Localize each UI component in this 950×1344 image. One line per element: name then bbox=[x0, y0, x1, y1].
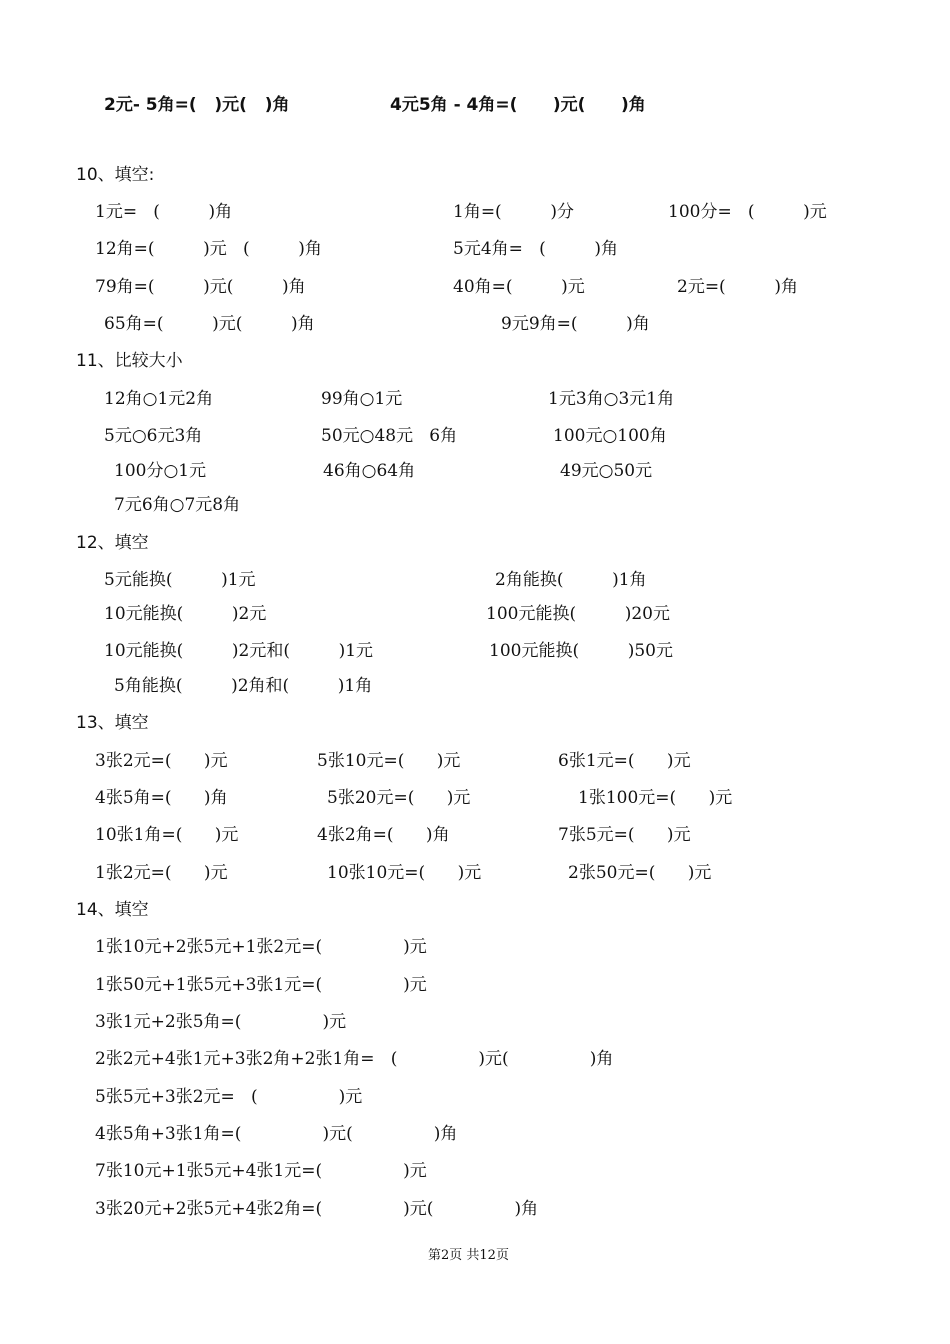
s14-line: 4张5角+3张1角=( )元( )角 bbox=[95, 1124, 458, 1144]
s13-item: 10张1角=( )元 bbox=[95, 825, 239, 845]
s13-item: 6张1元=( )元 bbox=[558, 751, 691, 771]
section-13-heading: 13、填空 bbox=[76, 713, 149, 733]
s11-item: 99角○1元 bbox=[321, 389, 403, 409]
top-question-1: 2元- 5角=( )元( )角 bbox=[104, 95, 290, 115]
s13-item: 2张50元=( )元 bbox=[568, 863, 712, 883]
s13-item: 5张20元=( )元 bbox=[327, 788, 471, 808]
s10-item: 5元4角= ( )角 bbox=[453, 239, 618, 259]
s13-item: 4张2角=( )角 bbox=[317, 825, 450, 845]
section-10-heading: 10、填空: bbox=[76, 165, 155, 185]
section-14-heading: 14、填空 bbox=[76, 900, 149, 920]
top-question-2: 4元5角 - 4角=( )元( )角 bbox=[390, 95, 646, 115]
s10-item: 1元= ( )角 bbox=[95, 202, 233, 222]
s11-item: 46角○64角 bbox=[323, 461, 416, 481]
s12-item: 5元能换( )1元 bbox=[104, 570, 256, 590]
section-12-heading: 12、填空 bbox=[76, 533, 149, 553]
s12-item: 100元能换( )20元 bbox=[486, 604, 670, 624]
s13-item: 4张5角=( )角 bbox=[95, 788, 228, 808]
s13-item: 5张10元=( )元 bbox=[317, 751, 461, 771]
s14-line: 3张1元+2张5角=( )元 bbox=[95, 1012, 347, 1032]
s12-item: 100元能换( )50元 bbox=[489, 641, 673, 661]
s14-line: 7张10元+1张5元+4张1元=( )元 bbox=[95, 1161, 427, 1181]
s12-item: 2角能换( )1角 bbox=[495, 570, 647, 590]
s11-item: 12角○1元2角 bbox=[104, 389, 214, 409]
s11-item: 1元3角○3元1角 bbox=[548, 389, 675, 409]
s14-line: 5张5元+3张2元= ( )元 bbox=[95, 1087, 363, 1107]
s12-item: 10元能换( )2元和( )1元 bbox=[104, 641, 374, 661]
s12-item: 10元能换( )2元 bbox=[104, 604, 267, 624]
s10-item: 79角=( )元( )角 bbox=[95, 277, 306, 297]
s14-line: 3张20元+2张5元+4张2角=( )元( )角 bbox=[95, 1199, 539, 1219]
s12-item: 5角能换( )2角和( )1角 bbox=[114, 676, 373, 696]
s13-item: 1张2元=( )元 bbox=[95, 863, 228, 883]
s13-item: 10张10元=( )元 bbox=[327, 863, 482, 883]
s14-line: 1张50元+1张5元+3张1元=( )元 bbox=[95, 975, 427, 995]
s10-item: 1角=( )分 bbox=[453, 202, 574, 222]
s11-item: 7元6角○7元8角 bbox=[114, 495, 241, 515]
s13-item: 3张2元=( )元 bbox=[95, 751, 228, 771]
s10-item: 9元9角=( )角 bbox=[501, 314, 650, 334]
s10-item: 100分= ( )元 bbox=[668, 202, 827, 222]
s14-line: 1张10元+2张5元+1张2元=( )元 bbox=[95, 937, 427, 957]
s11-item: 100分○1元 bbox=[114, 461, 207, 481]
s13-item: 7张5元=( )元 bbox=[558, 825, 691, 845]
s10-item: 12角=( )元 ( )角 bbox=[95, 239, 322, 259]
s10-item: 65角=( )元( )角 bbox=[104, 314, 315, 334]
s11-item: 49元○50元 bbox=[560, 461, 653, 481]
s11-item: 100元○100角 bbox=[553, 426, 667, 446]
s14-line: 2张2元+4张1元+3张2角+2张1角= ( )元( )角 bbox=[95, 1049, 614, 1069]
section-11-heading: 11、比较大小 bbox=[76, 351, 183, 371]
s10-item: 40角=( )元 bbox=[453, 277, 585, 297]
page-footer: 第2页 共12页 bbox=[428, 1248, 509, 1263]
s11-item: 5元○6元3角 bbox=[104, 426, 203, 446]
s10-item: 2元=( )角 bbox=[677, 277, 798, 297]
s13-item: 1张100元=( )元 bbox=[578, 788, 733, 808]
s11-item: 50元○48元 6角 bbox=[321, 426, 458, 446]
